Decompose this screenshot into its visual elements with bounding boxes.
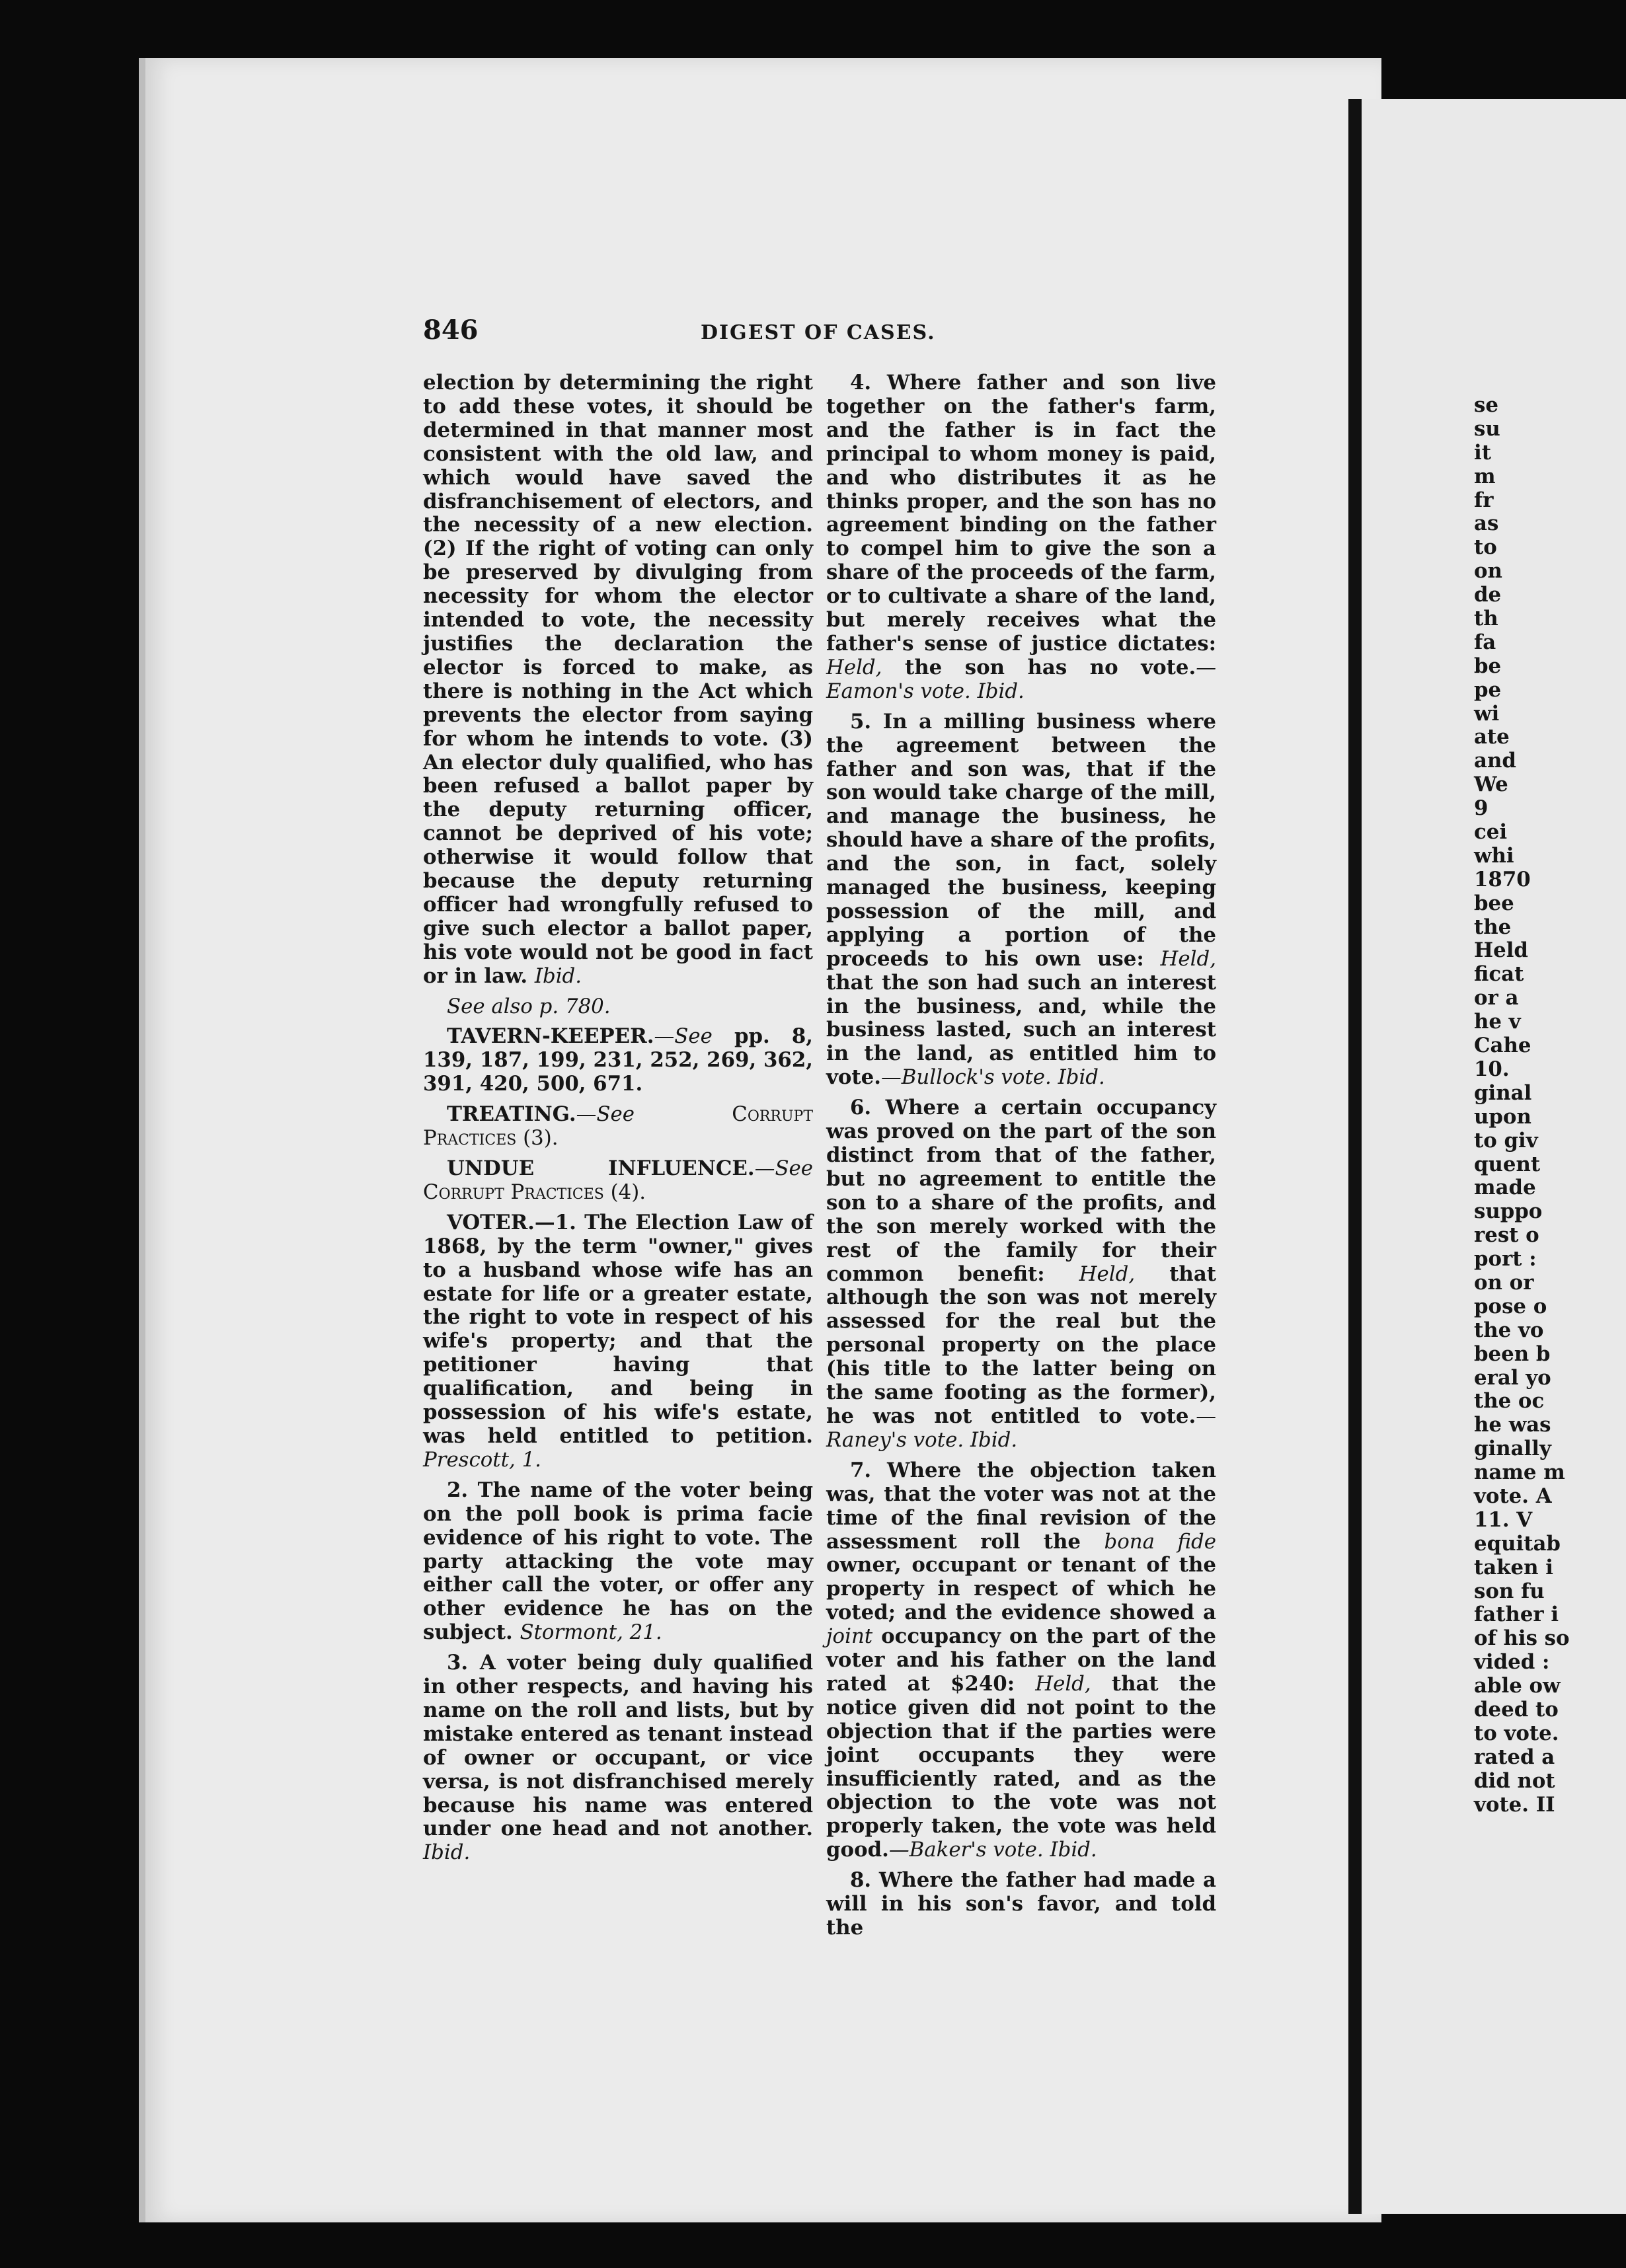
right-column-line: equitab [1474, 1531, 1561, 1556]
voter-p1-ref: Prescott, 1. [423, 1447, 541, 1472]
voter-p7-c: occupancy on the part of the voter and his father on the land rated at $240: [826, 1624, 1216, 1696]
continuation-ref: Ibid. [534, 964, 582, 988]
right-column-line: deed to [1474, 1697, 1559, 1721]
voter-p7-bona-fide: bona fide [1104, 1529, 1216, 1554]
entry-voter-2 [423, 1479, 813, 1645]
running-head: DIGEST OF CASES. [701, 321, 936, 344]
right-column-line: as [1474, 511, 1499, 536]
right-column-fragments [1474, 393, 1570, 1817]
right-column-line: suppo [1474, 1199, 1543, 1224]
entry-voter-3 [423, 1651, 813, 1865]
right-column-line: th [1474, 607, 1498, 631]
right-column-line: fa [1474, 630, 1496, 654]
right-column-line: and [1474, 749, 1516, 773]
voter-p7-a: 7. Where the objection taken was, that the voter was not at the time of the final revision of the assessment roll the [826, 1458, 1216, 1554]
right-column-line: he was [1474, 1413, 1551, 1437]
right-column-line: 9 [1474, 796, 1489, 821]
continuation-paragraph [423, 371, 813, 989]
voter-p7-d: that the notice given did not point to the objection that if the parties were joint occupants they were insufficiently rated, and as the objection to the vote was not properly taken, the vote was held good. [826, 1671, 1216, 1862]
voter-p7-joint: joint [826, 1624, 873, 1649]
voter-p3-ref: Ibid. [423, 1840, 471, 1865]
right-column-line: 11. V [1474, 1507, 1533, 1532]
voter-p4-held: Held, [826, 655, 882, 679]
right-column-line: upon [1474, 1104, 1531, 1129]
right-column-line: on [1474, 559, 1502, 584]
right-column-line: father i [1474, 1603, 1559, 1627]
voter-p4-ref: —Eamon's vote. Ibid. [826, 655, 1216, 703]
entry-undue-influence [423, 1157, 813, 1205]
right-column-line: quent [1474, 1152, 1541, 1176]
right-column-line: cei [1474, 820, 1508, 845]
voter-p7-held: Held, [1035, 1671, 1091, 1696]
right-column-line: de [1474, 583, 1502, 607]
right-column-line: ginal [1474, 1080, 1532, 1105]
voter-p2-ref: Stormont, 21. [520, 1620, 662, 1645]
see-also: See also p. 780. [447, 994, 611, 1018]
entry-voter-5 [826, 710, 1216, 1090]
right-column-line: made [1474, 1176, 1536, 1200]
page-number: 846 [423, 315, 479, 346]
right-column-line: able ow [1474, 1674, 1561, 1698]
right-column-line: been b [1474, 1342, 1551, 1366]
right-column-line: to [1474, 535, 1497, 560]
left-column [423, 371, 813, 1871]
right-column-line: be [1474, 654, 1502, 678]
right-column-line: son fu [1474, 1579, 1545, 1603]
voter-heading: VOTER. [447, 1210, 535, 1234]
undue-influence-heading: UNDUE INFLUENCE. [447, 1156, 755, 1180]
voter-p6-tail: that although the son was not merely assessed for the real but the personal property on the place (his title to the latter being on the same footing as the former), he was not entitled to vote. [826, 1262, 1216, 1428]
voter-p7-ref: —Baker's vote. Ibid. [888, 1838, 1097, 1862]
entry-treating [423, 1103, 813, 1151]
right-column-line: wi [1474, 701, 1500, 726]
tavern-keeper-heading: TAVERN-KEEPER. [447, 1024, 654, 1049]
middle-column [826, 371, 1216, 1947]
voter-p5-tail: that the son had such an interest in the business, and, while the business lasted, such an interest in the land, as entitled him to vote. [826, 970, 1216, 1090]
voter-p8-text: 8. Where the father had made a will in his son's favor, and told the [826, 1868, 1216, 1940]
right-column-line: did not [1474, 1768, 1555, 1793]
right-column-line: Held [1474, 938, 1528, 963]
right-column-line: ate [1474, 725, 1510, 749]
right-column-line: pe [1474, 677, 1502, 702]
treating-ref: Corrupt Practices (3). [423, 1102, 813, 1151]
right-column-line: taken i [1474, 1555, 1553, 1579]
voter-p5-held: Held, [1160, 946, 1216, 971]
right-column-line: ficat [1474, 962, 1524, 987]
right-column-line: ginally [1474, 1437, 1551, 1461]
right-column-line: the vo [1474, 1318, 1544, 1342]
voter-p3-text: 3. A voter being duly qualified in other respects, and having his name on the roll and lists, but by mistake entered as tenant instead of owner or occupant, or vice versa, is not disfranchised merely because his name was entered under one head and not another. [423, 1651, 813, 1841]
right-column-line: fr [1474, 488, 1494, 512]
right-column-line: 10. [1474, 1057, 1510, 1081]
tavern-keeper-refs: pp. 8, 139, 187, 199, 231, 252, 269, 362, 391, 420, 500, 671. [423, 1024, 813, 1096]
voter-p6-ref: —Raney's vote. Ibid. [826, 1404, 1216, 1452]
right-column-line: vote. A [1474, 1484, 1552, 1508]
right-column-line: name m [1474, 1460, 1565, 1485]
entry-voter-8 [826, 1869, 1216, 1940]
right-column-line: whi [1474, 843, 1514, 868]
voter-p5-text: 5. In a milling business where the agreement between the father and son was, that if the son would take charge of the mill, and manage the business, he should have a share of the profits, and the son, in fact, solely managed the business, keeping possession of the mill, and applying a portion of the proceeds to his own use: [826, 709, 1216, 971]
tavern-keeper-see: —See [654, 1024, 713, 1049]
page-header [423, 315, 1249, 354]
right-column-line: or a [1474, 986, 1519, 1010]
treating-see: —See [576, 1102, 635, 1127]
undue-influence-see: —See [754, 1156, 813, 1180]
right-column-line: m [1474, 464, 1496, 488]
right-column-line: of his so [1474, 1626, 1570, 1651]
right-column-line: vote. II [1474, 1792, 1555, 1817]
entry-tavern-keeper [423, 1025, 813, 1096]
entry-voter-1 [423, 1211, 813, 1472]
right-column-line: bee [1474, 891, 1514, 915]
right-column-line: the oc [1474, 1389, 1545, 1414]
right-column-line: rated a [1474, 1745, 1555, 1769]
right-column-line: rest o [1474, 1223, 1539, 1248]
voter-p4-tail: the son has no vote. [904, 655, 1196, 679]
right-column-line: eral yo [1474, 1365, 1551, 1390]
right-column-line: su [1474, 416, 1500, 441]
entry-voter-6 [826, 1096, 1216, 1453]
voter-p7-b: owner, occupant or tenant of the property in respect of which he voted; and the evidence showed a [826, 1553, 1216, 1625]
voter-p5-ref: —Bullock's vote. Ibid. [880, 1065, 1105, 1090]
right-column-line: the [1474, 915, 1512, 939]
entry-voter-7 [826, 1459, 1216, 1862]
right-column-line: it [1474, 440, 1491, 465]
continuation-text: election by determining the right to add these votes, it should be determined in that manner most consistent with the old law, and which would have saved the disfranchisement of electors, and the necessity of a new election. (2) If the right of voting can only be preserved by divulging from necessity for whom the elector intended to vote, the necessity justifies the declaration the elector is forced to make, as there is nothing in the Act which prevents the elector from saying for whom he intends to vote. (3) An elector duly qualified, who has been refused a ballot paper by the deputy returning officer, cannot be deprived of his vote; otherwise it would follow that because the deputy returning officer had wrongfully refused to give such elector a ballot paper, his vote would not be good in fact or in law. [423, 371, 813, 988]
voter-p6-held: Held, [1079, 1262, 1136, 1286]
right-column-line: to vote. [1474, 1721, 1559, 1745]
undue-influence-ref: Corrupt Practices (4). [423, 1180, 646, 1204]
entry-voter-4 [826, 371, 1216, 704]
right-column-line: pose o [1474, 1294, 1547, 1318]
right-column-line: 1870 [1474, 867, 1531, 891]
right-column-line: Cahe [1474, 1034, 1531, 1058]
voter-p1-text: —1. The Election Law of 1868, by the term "owner," gives to a husband whose wife has an estate for life or a greater estate, the right to vote in respect of his wife's property; and that the petitioner having that qualification, and being in possession of his wife's estate, was held entitled to petition. [423, 1210, 813, 1448]
voter-p6-text: 6. Where a certain occupancy was proved on the part of the son distinct from that of the father, but no agreement to entitle the son to a share of the profits, and the son merely worked with the rest of the family for their common benefit: [826, 1096, 1216, 1286]
voter-p4-text: 4. Where father and son live together on the father's farm, and the father is in fact the principal to whom money is paid, and who distributes it as he thinks proper, and the son has no agreement binding on the father to compel him to give the son a share of the proceeds of the farm, or to cultivate a share of the land, but merely receives what the father's sense of justice dictates: [826, 371, 1216, 656]
right-column-line: We [1474, 773, 1508, 797]
right-column-line: to giv [1474, 1128, 1538, 1153]
right-column-line: vided : [1474, 1650, 1550, 1675]
right-column-line: port : [1474, 1247, 1537, 1271]
right-column-line: on or [1474, 1270, 1534, 1295]
treating-heading: TREATING. [447, 1102, 576, 1127]
right-column-line: se [1474, 393, 1498, 417]
right-column-line: he v [1474, 1010, 1521, 1034]
voter-p2-text: 2. The name of the voter being on the poll book is prima facie evidence of his right to vote. The party attacking the vote may either call the voter, or offer any other evidence he has on the subject. [423, 1478, 813, 1645]
